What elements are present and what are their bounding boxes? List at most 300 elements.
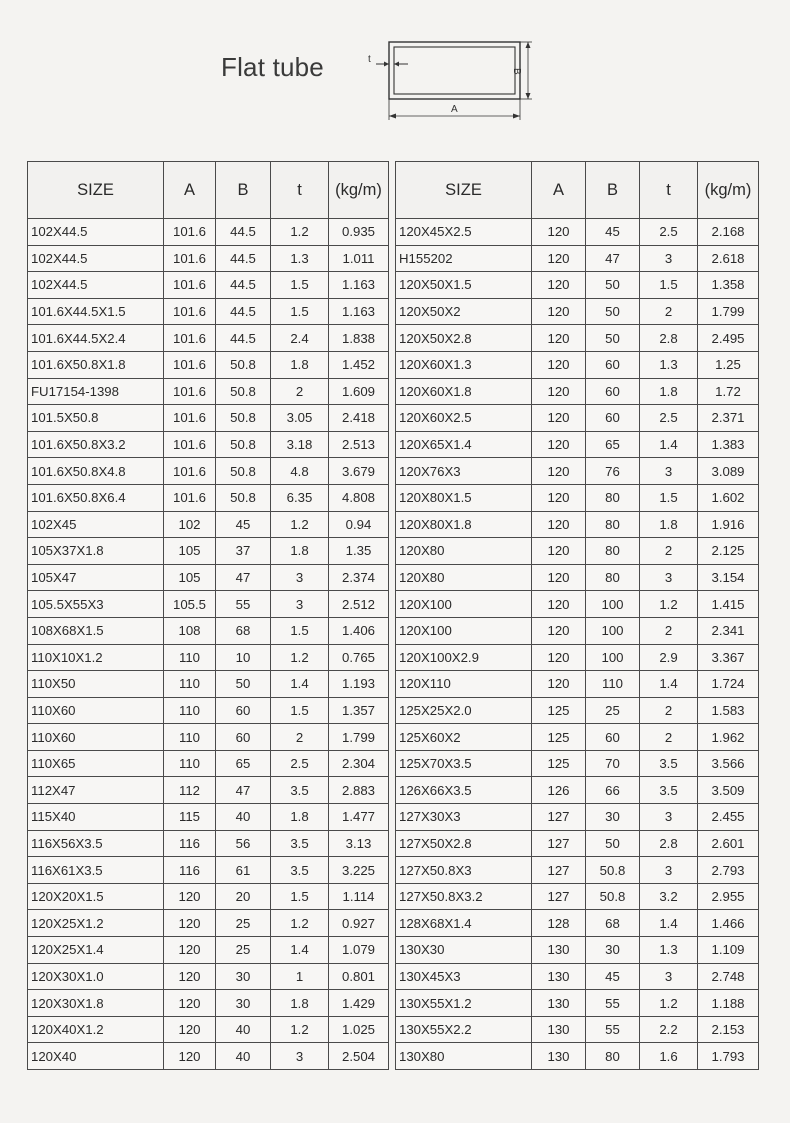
weight-cell: 1.793	[698, 1043, 759, 1070]
t-cell: 1.8	[640, 378, 698, 405]
b-cell: 80	[586, 1043, 640, 1070]
b-cell: 80	[586, 564, 640, 591]
b-cell: 30	[216, 990, 271, 1017]
b-cell: 76	[586, 458, 640, 485]
size-cell: 126X66X3.5	[396, 777, 532, 804]
table-header-row	[28, 162, 389, 219]
a-cell: 130	[532, 963, 586, 990]
b-cell: 61	[216, 857, 271, 884]
b-cell: 60	[216, 697, 271, 724]
table-row	[28, 298, 389, 325]
a-cell: 130	[532, 937, 586, 964]
header-t: t	[640, 162, 698, 219]
weight-cell: 1.602	[698, 484, 759, 511]
b-cell: 80	[586, 511, 640, 538]
weight-cell: 0.935	[329, 219, 389, 246]
size-cell: 105X37X1.8	[28, 538, 164, 565]
b-cell: 45	[216, 511, 271, 538]
size-cell: 120X50X2.8	[396, 325, 532, 352]
a-cell: 128	[532, 910, 586, 937]
size-cell: 130X30	[396, 937, 532, 964]
b-cell: 25	[216, 910, 271, 937]
a-cell: 120	[532, 671, 586, 698]
weight-cell: 1.583	[698, 697, 759, 724]
t-cell: 2	[640, 724, 698, 751]
weight-cell: 1.799	[698, 298, 759, 325]
weight-cell: 1.962	[698, 724, 759, 751]
t-cell: 4.8	[271, 458, 329, 485]
b-cell: 60	[586, 378, 640, 405]
table-row	[28, 378, 389, 405]
table-row	[28, 750, 389, 777]
table-row	[396, 272, 759, 299]
table-row	[396, 511, 759, 538]
a-cell: 120	[532, 272, 586, 299]
diagram-label-a: A	[451, 104, 458, 115]
size-cell: 102X44.5	[28, 219, 164, 246]
weight-cell: 0.94	[329, 511, 389, 538]
a-cell: 101.6	[164, 484, 216, 511]
size-cell: 110X65	[28, 750, 164, 777]
table-row	[396, 990, 759, 1017]
table-row	[28, 431, 389, 458]
b-cell: 65	[216, 750, 271, 777]
b-cell: 68	[586, 910, 640, 937]
table-row	[396, 431, 759, 458]
table-row	[396, 1043, 759, 1070]
size-cell: 128X68X1.4	[396, 910, 532, 937]
size-cell: 120X30X1.0	[28, 963, 164, 990]
size-cell: 120X60X2.5	[396, 405, 532, 432]
table-row	[396, 777, 759, 804]
t-cell: 1.8	[271, 804, 329, 831]
size-cell: H155202	[396, 245, 532, 272]
a-cell: 120	[164, 963, 216, 990]
size-cell: 101.6X50.8X3.2	[28, 431, 164, 458]
size-cell: 125X25X2.0	[396, 697, 532, 724]
t-cell: 1.5	[271, 617, 329, 644]
size-cell: 101.6X44.5X2.4	[28, 325, 164, 352]
t-cell: 1.4	[640, 910, 698, 937]
size-cell: 115X40	[28, 804, 164, 831]
b-cell: 100	[586, 591, 640, 618]
table-row	[396, 697, 759, 724]
t-cell: 1.3	[640, 351, 698, 378]
t-cell: 1.8	[271, 351, 329, 378]
a-cell: 127	[532, 830, 586, 857]
a-cell: 105	[164, 538, 216, 565]
table-row	[396, 644, 759, 671]
header-size: SIZE	[396, 162, 532, 219]
a-cell: 127	[532, 804, 586, 831]
b-cell: 50.8	[216, 431, 271, 458]
b-cell: 37	[216, 538, 271, 565]
size-cell: 120X50X2	[396, 298, 532, 325]
weight-cell: 2.455	[698, 804, 759, 831]
size-cell: 120X80	[396, 564, 532, 591]
b-cell: 30	[586, 937, 640, 964]
header-a: A	[532, 162, 586, 219]
size-cell: FU17154-1398	[28, 378, 164, 405]
t-cell: 1.5	[271, 272, 329, 299]
weight-cell: 1.025	[329, 1016, 389, 1043]
size-cell: 120X100	[396, 591, 532, 618]
weight-cell: 3.509	[698, 777, 759, 804]
table-row	[396, 750, 759, 777]
b-cell: 60	[586, 724, 640, 751]
size-cell: 102X45	[28, 511, 164, 538]
t-cell: 2.5	[640, 219, 698, 246]
b-cell: 44.5	[216, 298, 271, 325]
a-cell: 120	[164, 1043, 216, 1070]
table-row	[28, 883, 389, 910]
table-row	[396, 351, 759, 378]
a-cell: 120	[164, 910, 216, 937]
table-row	[28, 351, 389, 378]
spec-table-left	[27, 161, 389, 1070]
weight-cell: 2.601	[698, 830, 759, 857]
b-cell: 68	[216, 617, 271, 644]
b-cell: 50.8	[216, 405, 271, 432]
t-cell: 3	[640, 245, 698, 272]
table-row	[28, 1043, 389, 1070]
size-cell: 110X50	[28, 671, 164, 698]
header-b: B	[216, 162, 271, 219]
t-cell: 1.3	[271, 245, 329, 272]
size-cell: 102X44.5	[28, 245, 164, 272]
b-cell: 50.8	[216, 378, 271, 405]
a-cell: 101.6	[164, 219, 216, 246]
weight-cell: 0.765	[329, 644, 389, 671]
size-cell: 105.5X55X3	[28, 591, 164, 618]
table-row	[28, 644, 389, 671]
a-cell: 115	[164, 804, 216, 831]
t-cell: 1.2	[271, 910, 329, 937]
a-cell: 120	[532, 325, 586, 352]
header-a: A	[164, 162, 216, 219]
spec-table-right	[395, 161, 759, 1070]
weight-cell: 1.429	[329, 990, 389, 1017]
a-cell: 105	[164, 564, 216, 591]
weight-cell: 3.089	[698, 458, 759, 485]
b-cell: 80	[586, 484, 640, 511]
b-cell: 50	[586, 830, 640, 857]
b-cell: 50	[586, 325, 640, 352]
t-cell: 1.5	[271, 883, 329, 910]
t-cell: 1.3	[640, 937, 698, 964]
b-cell: 50.8	[586, 857, 640, 884]
t-cell: 1.2	[271, 219, 329, 246]
a-cell: 102	[164, 511, 216, 538]
header-weight: (kg/m)	[329, 162, 389, 219]
weight-cell: 3.13	[329, 830, 389, 857]
weight-cell: 1.838	[329, 325, 389, 352]
size-cell: 116X61X3.5	[28, 857, 164, 884]
diagram-label-b: B	[511, 68, 522, 75]
t-cell: 3.05	[271, 405, 329, 432]
b-cell: 100	[586, 644, 640, 671]
b-cell: 110	[586, 671, 640, 698]
a-cell: 116	[164, 830, 216, 857]
t-cell: 2	[271, 724, 329, 751]
size-cell: 101.6X50.8X4.8	[28, 458, 164, 485]
t-cell: 3.2	[640, 883, 698, 910]
weight-cell: 1.163	[329, 298, 389, 325]
size-cell: 116X56X3.5	[28, 830, 164, 857]
size-cell: 101.5X50.8	[28, 405, 164, 432]
size-cell: 120X65X1.4	[396, 431, 532, 458]
size-cell: 130X55X2.2	[396, 1016, 532, 1043]
table-row	[396, 937, 759, 964]
size-cell: 120X100	[396, 617, 532, 644]
a-cell: 120	[532, 351, 586, 378]
table-row	[396, 325, 759, 352]
weight-cell: 1.163	[329, 272, 389, 299]
b-cell: 25	[586, 697, 640, 724]
size-cell: 125X60X2	[396, 724, 532, 751]
b-cell: 55	[216, 591, 271, 618]
a-cell: 110	[164, 750, 216, 777]
t-cell: 1.8	[271, 990, 329, 1017]
t-cell: 1.4	[640, 671, 698, 698]
weight-cell: 2.304	[329, 750, 389, 777]
size-cell: 120X80X1.8	[396, 511, 532, 538]
a-cell: 120	[532, 617, 586, 644]
t-cell: 3.5	[271, 830, 329, 857]
weight-cell: 2.341	[698, 617, 759, 644]
b-cell: 45	[586, 963, 640, 990]
weight-cell: 2.955	[698, 883, 759, 910]
size-cell: 120X100X2.9	[396, 644, 532, 671]
size-cell: 105X47	[28, 564, 164, 591]
b-cell: 66	[586, 777, 640, 804]
b-cell: 44.5	[216, 245, 271, 272]
b-cell: 30	[586, 804, 640, 831]
a-cell: 108	[164, 617, 216, 644]
weight-cell: 3.154	[698, 564, 759, 591]
t-cell: 1.2	[640, 591, 698, 618]
size-cell: 112X47	[28, 777, 164, 804]
table-row	[28, 484, 389, 511]
b-cell: 50.8	[586, 883, 640, 910]
size-cell: 120X40X1.2	[28, 1016, 164, 1043]
b-cell: 50.8	[216, 458, 271, 485]
table-row	[396, 564, 759, 591]
b-cell: 40	[216, 1016, 271, 1043]
a-cell: 101.6	[164, 298, 216, 325]
a-cell: 101.6	[164, 405, 216, 432]
a-cell: 127	[532, 857, 586, 884]
weight-cell: 2.748	[698, 963, 759, 990]
size-cell: 108X68X1.5	[28, 617, 164, 644]
table-row	[28, 937, 389, 964]
t-cell: 6.35	[271, 484, 329, 511]
t-cell: 2	[640, 617, 698, 644]
table-row	[28, 697, 389, 724]
t-cell: 3.5	[640, 777, 698, 804]
a-cell: 125	[532, 750, 586, 777]
a-cell: 101.6	[164, 351, 216, 378]
header-size: SIZE	[28, 162, 164, 219]
t-cell: 1.5	[271, 697, 329, 724]
b-cell: 45	[586, 219, 640, 246]
t-cell: 3	[271, 1043, 329, 1070]
weight-cell: 2.153	[698, 1016, 759, 1043]
t-cell: 1	[271, 963, 329, 990]
weight-cell: 1.724	[698, 671, 759, 698]
size-cell: 110X60	[28, 697, 164, 724]
weight-cell: 0.801	[329, 963, 389, 990]
weight-cell: 2.168	[698, 219, 759, 246]
a-cell: 110	[164, 671, 216, 698]
size-cell: 130X45X3	[396, 963, 532, 990]
table-row	[396, 405, 759, 432]
a-cell: 126	[532, 777, 586, 804]
a-cell: 120	[532, 511, 586, 538]
size-cell: 127X30X3	[396, 804, 532, 831]
size-cell: 120X40	[28, 1043, 164, 1070]
size-cell: 101.6X50.8X1.8	[28, 351, 164, 378]
b-cell: 50	[586, 298, 640, 325]
t-cell: 2.9	[640, 644, 698, 671]
size-cell: 120X25X1.4	[28, 937, 164, 964]
size-cell: 130X55X1.2	[396, 990, 532, 1017]
a-cell: 110	[164, 644, 216, 671]
weight-cell: 2.513	[329, 431, 389, 458]
size-cell: 120X60X1.8	[396, 378, 532, 405]
weight-cell: 1.452	[329, 351, 389, 378]
table-row	[396, 671, 759, 698]
weight-cell: 1.799	[329, 724, 389, 751]
weight-cell: 1.415	[698, 591, 759, 618]
b-cell: 25	[216, 937, 271, 964]
a-cell: 101.6	[164, 378, 216, 405]
size-cell: 127X50.8X3	[396, 857, 532, 884]
table-row	[28, 857, 389, 884]
a-cell: 127	[532, 883, 586, 910]
weight-cell: 1.35	[329, 538, 389, 565]
a-cell: 130	[532, 990, 586, 1017]
weight-cell: 1.079	[329, 937, 389, 964]
table-row	[396, 857, 759, 884]
b-cell: 55	[586, 1016, 640, 1043]
a-cell: 125	[532, 724, 586, 751]
weight-cell: 2.495	[698, 325, 759, 352]
weight-cell: 1.406	[329, 617, 389, 644]
weight-cell: 4.808	[329, 484, 389, 511]
table-header-row	[396, 162, 759, 219]
table-row	[28, 245, 389, 272]
weight-cell: 1.109	[698, 937, 759, 964]
size-cell: 120X25X1.2	[28, 910, 164, 937]
size-cell: 120X45X2.5	[396, 219, 532, 246]
table-row	[396, 1016, 759, 1043]
table-row	[396, 804, 759, 831]
a-cell: 125	[532, 697, 586, 724]
a-cell: 101.6	[164, 245, 216, 272]
b-cell: 47	[586, 245, 640, 272]
b-cell: 100	[586, 617, 640, 644]
weight-cell: 1.466	[698, 910, 759, 937]
weight-cell: 1.72	[698, 378, 759, 405]
weight-cell: 2.793	[698, 857, 759, 884]
size-cell: 120X80X1.5	[396, 484, 532, 511]
size-cell: 120X50X1.5	[396, 272, 532, 299]
header-weight: (kg/m)	[698, 162, 759, 219]
b-cell: 40	[216, 1043, 271, 1070]
t-cell: 3	[271, 591, 329, 618]
diagram-label-t: t	[368, 54, 371, 65]
table-row	[28, 671, 389, 698]
t-cell: 2	[640, 697, 698, 724]
b-cell: 56	[216, 830, 271, 857]
weight-cell: 2.883	[329, 777, 389, 804]
table-row	[396, 458, 759, 485]
b-cell: 50	[216, 671, 271, 698]
table-row	[28, 564, 389, 591]
a-cell: 101.6	[164, 325, 216, 352]
t-cell: 1.8	[271, 538, 329, 565]
t-cell: 2.2	[640, 1016, 698, 1043]
t-cell: 3.5	[271, 857, 329, 884]
t-cell: 3.5	[640, 750, 698, 777]
table-row	[396, 378, 759, 405]
size-cell: 125X70X3.5	[396, 750, 532, 777]
table-row	[28, 617, 389, 644]
size-cell: 120X80	[396, 538, 532, 565]
t-cell: 1.4	[271, 937, 329, 964]
a-cell: 120	[532, 245, 586, 272]
table-row	[28, 910, 389, 937]
weight-cell: 2.374	[329, 564, 389, 591]
b-cell: 70	[586, 750, 640, 777]
a-cell: 120	[532, 431, 586, 458]
a-cell: 120	[164, 937, 216, 964]
table-row	[396, 298, 759, 325]
a-cell: 105.5	[164, 591, 216, 618]
weight-cell: 2.504	[329, 1043, 389, 1070]
weight-cell: 1.383	[698, 431, 759, 458]
t-cell: 2	[640, 298, 698, 325]
b-cell: 30	[216, 963, 271, 990]
table-row	[396, 219, 759, 246]
b-cell: 44.5	[216, 325, 271, 352]
b-cell: 47	[216, 777, 271, 804]
a-cell: 112	[164, 777, 216, 804]
weight-cell: 0.927	[329, 910, 389, 937]
table-row	[28, 963, 389, 990]
t-cell: 1.2	[640, 990, 698, 1017]
table-row	[28, 777, 389, 804]
table-row	[396, 617, 759, 644]
size-cell: 127X50X2.8	[396, 830, 532, 857]
t-cell: 1.4	[271, 671, 329, 698]
size-cell: 120X60X1.3	[396, 351, 532, 378]
t-cell: 3	[640, 804, 698, 831]
a-cell: 130	[532, 1043, 586, 1070]
t-cell: 2.4	[271, 325, 329, 352]
table-row	[396, 484, 759, 511]
b-cell: 65	[586, 431, 640, 458]
header-t: t	[271, 162, 329, 219]
table-row	[28, 511, 389, 538]
a-cell: 120	[532, 298, 586, 325]
t-cell: 2.5	[271, 750, 329, 777]
b-cell: 80	[586, 538, 640, 565]
b-cell: 60	[216, 724, 271, 751]
a-cell: 120	[532, 378, 586, 405]
weight-cell: 1.193	[329, 671, 389, 698]
